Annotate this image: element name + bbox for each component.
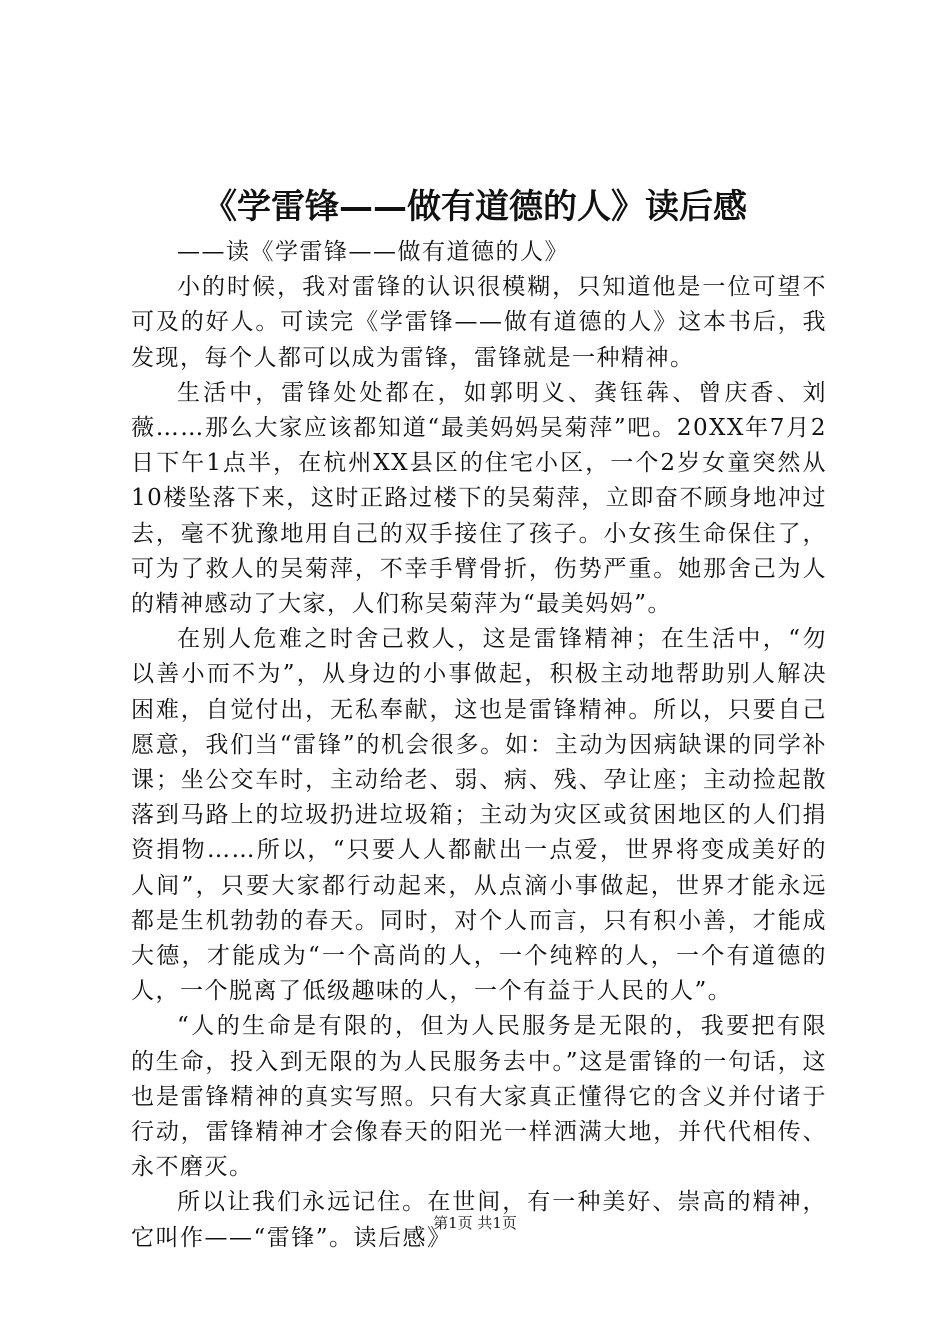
paragraph-3: 在别人危难之时舍己救人，这是雷锋精神；在生活中，“勿以善小而不为”，从身边的小事做起，积极主动地帮助别人解决困难，自觉付出，无私奉献，这也是雷锋精神。所以，只要自己愿意，我们当“雷锋”的机会很多。如：主动为因病缺课的同学补课；坐公交车时，主动给老、弱、病、残、孕让座；主动捡起散落到马路上的垃圾扔进垃圾箱；主动为灾区或贫困地区的人们捐资捐物……所以，“只要人人都献出一点爱，世界将变成美好的人间”，只要大家都行动起来，从点滴小事做起，世界才能永远都是生机勃勃的春天。同时，对个人而言，只有积小善，才能成大德，才能成为“一个高尚的人，一个纯粹的人，一个有道德的人，一个脱离了低级趣味的人，一个有益于人民的人”。 <box>131 626 827 1005</box>
document-title: 《学雷锋——做有道德的人》读后感 <box>203 187 747 227</box>
page-total: 共1页 <box>477 1214 517 1232</box>
paragraph-4: “人的生命是有限的，但为人民服务是无限的，我要把有限的生命，投入到无限的为人民服务去中。”这是雷锋的一句话，这也是雷锋精神的真实写照。只有大家真正懂得它的含义并付诸于行动，雷锋精神才会像春天的阳光一样洒满大地，并代代相传、永不磨灭。 <box>131 1013 827 1181</box>
document-body <box>131 235 827 1256</box>
page-number: 第1页 <box>433 1214 473 1232</box>
document-subtitle: ——读《学雷锋——做有道德的人》 <box>177 239 569 265</box>
page-footer <box>0 1213 950 1233</box>
paragraph-1: 小的时候，我对雷锋的认识很模糊，只知道他是一位可望不可及的好人。可读完《学雷锋——做有道德的人》这本书后，我发现，每个人都可以成为雷锋，雷锋就是一种精神。 <box>131 274 827 371</box>
paragraph-2: 生活中，雷锋处处都在，如郭明义、龚钰犇、曾庆香、刘薇……那么大家应该都知道“最美妈妈吴菊萍”吧。20XX年7月2日下午1点半，在杭州XX县区的住宅小区，一个2岁女童突然从10楼坠落下来，这时正路过楼下的吴菊萍，立即奋不顾身地冲过去，毫不犹豫地用自己的双手接住了孩子。小女孩生命保住了，可为了救人的吴菊萍，不幸手臂骨折，伤势严重。她那舍己为人的精神感动了大家，人们称吴菊萍为“最美妈妈”。 <box>131 379 827 618</box>
paragraph-5: 所以让我们永远记住。在世间，有一种美好、崇高的精神，它叫作——“雷锋”。读后感》 <box>131 1189 827 1251</box>
